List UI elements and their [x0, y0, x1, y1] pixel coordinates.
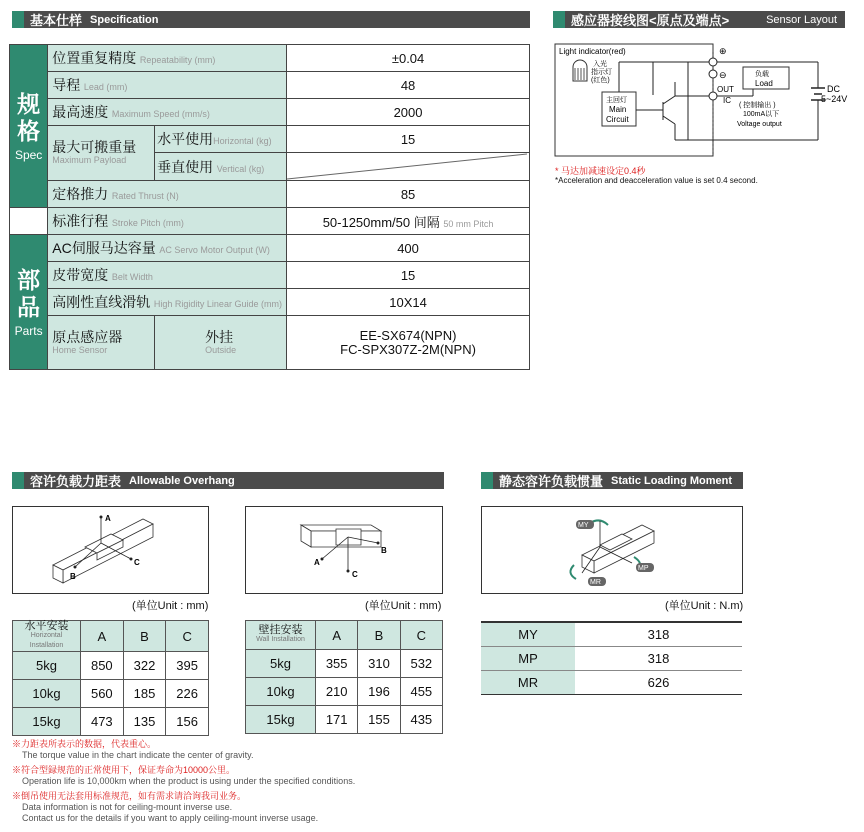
svg-text:OUT: OUT	[717, 85, 734, 94]
horizontal-unit-label: (单位Unit : mm)	[132, 600, 209, 612]
wall-unit-label: (单位Unit : mm)	[365, 600, 442, 612]
svg-text:C: C	[352, 570, 358, 579]
svg-text:B: B	[70, 572, 76, 581]
rated-thrust-value: 85	[287, 181, 530, 208]
table-row: 5kg 355 310 532	[246, 650, 443, 678]
wall-figure	[245, 506, 443, 594]
table-row: MR 626	[481, 670, 742, 694]
parts-side-label: 部 品 Parts	[10, 235, 48, 370]
svg-text:指示灯: 指示灯	[591, 69, 612, 76]
horizontal-overhang-table: 水平安装 Horizontal Installation A B C 5kg 850 322 395 10kg 560 185 226 15kg 473 135 156	[12, 620, 209, 736]
lead-value: 48	[287, 72, 530, 99]
payload-horizontal-value: 15	[287, 126, 530, 153]
svg-text:DC: DC	[827, 84, 840, 94]
motor-output-value: 400	[287, 235, 530, 262]
svg-text:Main: Main	[609, 105, 627, 114]
repeatability-value: ±0.04	[287, 45, 530, 72]
linear-guide-value: 10X14	[287, 289, 530, 316]
svg-text:( 控制输出 ): ( 控制输出 )	[739, 102, 776, 109]
table-row: 5kg 850 322 395	[13, 652, 209, 680]
svg-text:负载: 负载	[755, 71, 769, 78]
overhang-header: 容许负载力距表 Allowable Overhang	[12, 472, 444, 489]
svg-text:IC: IC	[723, 96, 731, 105]
svg-text:⊖: ⊖	[719, 70, 727, 80]
home-sensor-value: EE-SX674(NPN) FC-SPX307Z-2M(NPN)	[287, 316, 530, 370]
spec-header: 基本仕样 Specification	[12, 11, 530, 28]
light-indicator-label: Light indicator(red)	[559, 47, 626, 56]
horizontal-figure	[12, 506, 209, 594]
stroke-value: 50-1250mm/50 间隔 50 mm Pitch	[287, 208, 530, 235]
svg-text:C: C	[134, 558, 140, 567]
svg-text:MR: MR	[590, 579, 601, 586]
table-row: 15kg 473 135 156	[13, 708, 209, 736]
svg-text:100mA以下: 100mA以下	[743, 111, 780, 118]
svg-text:Circuit: Circuit	[606, 115, 629, 124]
table-row: 15kg 171 155 435	[246, 706, 443, 734]
svg-text:入光: 入光	[593, 61, 607, 68]
svg-text:Voltage output: Voltage output	[737, 121, 782, 128]
note-center-gravity: ※力距表所表示的数据，代表重心。 The torque value in the chart indicate the center of gravity.	[12, 739, 254, 760]
accel-note-en: *Acceleration and deacceleration value is set 0.4 second.	[555, 176, 758, 185]
svg-text:主回灯: 主回灯	[606, 97, 627, 104]
svg-text:(红色): (红色)	[591, 77, 610, 84]
svg-text:A: A	[105, 514, 111, 523]
spec-table: 规 格 Spec 位置重复精度 Repeatability (mm) ±0.04 导程 Lead (mm) 48 最高速度 Maximum Speed (mm/s) 2000 最大可搬重量 Maximum Payload 水平使用Horizontal (kg) 15 垂直使用 Vertical (kg) 定格推力 Rated Thrust (N) 85 标准行程 Stroke Pitch (mm) 50-1250mm/50 间隔 50 mm Pitch 部 品 Parts AC伺服马达容量 AC Servo Motor Output (W) 400 皮带宽度 Belt Width 15 高刚性直线滑轨 High Rigidity Linear Guide (mm) 10X14 原点感应器 Home Sensor 外挂 Outside EE-SX674(NPN) FC-SPX307Z-2M(NPN)	[9, 44, 530, 370]
payload-vertical-na	[287, 153, 530, 181]
wall-overhang-table: 壁挂安装 Wall Installation A B C 5kg 355 310 532 10kg 210 196 455 15kg 171 155 435	[245, 620, 443, 734]
sensor-wiring-diagram	[553, 40, 853, 160]
moment-unit-label: (单位Unit : N.m)	[665, 600, 744, 612]
moment-figure	[481, 506, 743, 594]
svg-text:B: B	[381, 546, 387, 555]
note-operation-life: ※符合型録规范的正常使用下，保证寿命为10000公里。 Operation life is 10,000km when the product is using under the specified conditions.	[12, 765, 356, 786]
belt-width-value: 15	[287, 262, 530, 289]
svg-text:MP: MP	[638, 565, 649, 572]
max-speed-value: 2000	[287, 99, 530, 126]
sensor-header: 感应器接线图<原点及端点> Sensor Layout	[553, 11, 845, 28]
table-row: 10kg 210 196 455	[246, 678, 443, 706]
svg-text:MY: MY	[578, 522, 589, 529]
table-row: 10kg 560 185 226	[13, 680, 209, 708]
spec-side-label: 规 格 Spec	[10, 45, 48, 208]
svg-text:⊕: ⊕	[719, 46, 727, 56]
moment-table	[481, 621, 742, 695]
accel-note-cn: * 马达加减速设定0.4秒	[555, 166, 646, 176]
moment-header: 静态容许负载惯量 Static Loading Moment	[481, 472, 743, 489]
table-row: MP 318	[481, 646, 742, 670]
svg-text:Load: Load	[755, 79, 773, 88]
note-ceiling-mount: ※倒吊使用无法套用标准规范，如有需求请洽询我司业务。 Data information is not for ceiling-mount inverse use. Contact us for the details if you want to apply ceiling-mount inverse usage.	[12, 791, 319, 823]
svg-text:A: A	[314, 558, 320, 567]
svg-text:5~24V: 5~24V	[821, 94, 848, 104]
table-row: MY 318	[481, 622, 742, 646]
